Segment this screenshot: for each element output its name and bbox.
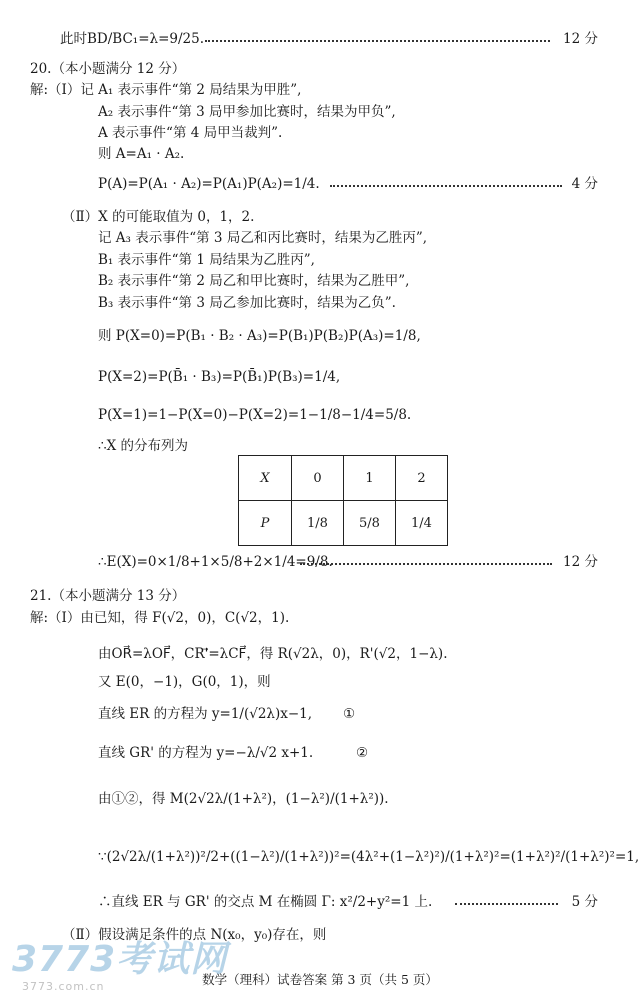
dot-leader <box>205 40 550 42</box>
line-24: 由①②，得 M(2√2λ/(1+λ²)，(1−λ²)/(1+λ²)). <box>98 791 389 807</box>
line-12: B₃ 表示事件“第 3 局乙参加比赛时，结果为乙负”. <box>98 295 396 311</box>
table-cell: 1/4 <box>396 501 448 546</box>
line-26: ∴直线 ER 与 GR' 的交点 M 在椭圆 Γ: x²/2+y²=1 上. <box>98 894 433 910</box>
dot-leader <box>330 185 562 187</box>
distribution-table <box>238 455 448 546</box>
table-cell: X <box>239 456 292 501</box>
table-cell: 5/8 <box>344 501 396 546</box>
line-20: 由OR⃗=λOF⃗，CR'⃗=λCF⃗，得 R(√2λ，0)，R'(√2，1−λ). <box>98 646 448 662</box>
watermark-title: 3773考试网 <box>12 939 228 980</box>
line-14: P(X=2)=P(B̄₁ · B₃)=P(B̄₁)P(B₃)=1/4, <box>98 369 341 385</box>
dot-leader <box>455 903 558 905</box>
equation-mark-2: ② <box>356 745 369 761</box>
problem-20-header: 20.（本小题满分 12 分） <box>30 61 186 77</box>
line-06: 则 A=A₁ · A₂. <box>98 146 185 162</box>
table-cell: P <box>239 501 292 546</box>
line-23: 直线 GR' 的方程为 y=−λ/√2 x+1. <box>98 745 314 761</box>
problem-21-header: 21.（本小题满分 13 分） <box>30 588 186 604</box>
line-22: 直线 ER 的方程为 y=1/(√2λ)x−1, <box>98 706 313 722</box>
page-footer: 数学（理科）试卷答案 第 3 页（共 5 页） <box>202 972 438 987</box>
line-07: P(A)=P(A₁ · A₂)=P(A₁)P(A₂)=1/4. <box>98 176 320 192</box>
table-cell: 1/8 <box>292 501 344 546</box>
line-15: P(X=1)=1−P(X=0)−P(X=2)=1−1/8−1/4=5/8. <box>98 407 412 423</box>
table-row <box>239 501 448 546</box>
line-08: （Ⅱ）X 的可能取值为 0，1，2. <box>62 209 255 225</box>
score-4: 4 分 <box>571 176 598 192</box>
watermark-url: 3773.com.cn <box>22 980 105 993</box>
equation-mark-1: ① <box>343 706 356 722</box>
score-5: 5 分 <box>571 894 598 910</box>
line-11: B₂ 表示事件“第 2 局乙和甲比赛时，结果为乙胜甲”, <box>98 273 410 289</box>
line-16: ∴X 的分布列为 <box>98 438 188 454</box>
score-12-b: 12 分 <box>563 554 598 570</box>
line-21: 又 E(0，−1)，G(0，1)，则 <box>98 674 271 690</box>
table-cell: 2 <box>396 456 448 501</box>
line-27: （Ⅱ）假设满足条件的点 N(x₀，y₀)存在，则 <box>62 927 327 943</box>
table-cell: 1 <box>344 456 396 501</box>
line-13: 则 P(X=0)=P(B₁ · B₂ · A₃)=P(B₁)P(B₂)P(A₃)=1/8, <box>98 328 421 344</box>
table-cell: 0 <box>292 456 344 501</box>
line-10: B₁ 表示事件“第 1 局结果为乙胜丙”, <box>98 252 315 268</box>
line-25: ∵(2√2λ/(1+λ²))²/2+((1−λ²)/(1+λ²))²=(4λ²+(1−λ²)²)/(1+λ²)²=(1+λ²)²/(1+λ²)²=1, <box>98 849 640 865</box>
line-05: A 表示事件“第 4 局甲当裁判”. <box>98 125 283 141</box>
dot-leader <box>300 563 552 565</box>
line-04: A₂ 表示事件“第 3 局甲参加比赛时，结果为甲负”, <box>98 104 396 120</box>
line-03: 解:（Ⅰ）记 A₁ 表示事件“第 2 局结果为甲胜”, <box>30 82 302 98</box>
line-17: ∴E(X)=0×1/8+1×5/8+2×1/4=9/8. <box>98 554 333 570</box>
line-19: 解:（Ⅰ）由已知，得 F(√2，0)，C(√2，1). <box>30 610 290 626</box>
line-01: 此时BD/BC₁=λ=9/25. <box>60 31 204 47</box>
line-09: 记 A₃ 表示事件“第 3 局乙和丙比赛时，结果为乙胜丙”, <box>98 230 428 246</box>
score-12-a: 12 分 <box>563 31 598 47</box>
table-row <box>239 456 448 501</box>
